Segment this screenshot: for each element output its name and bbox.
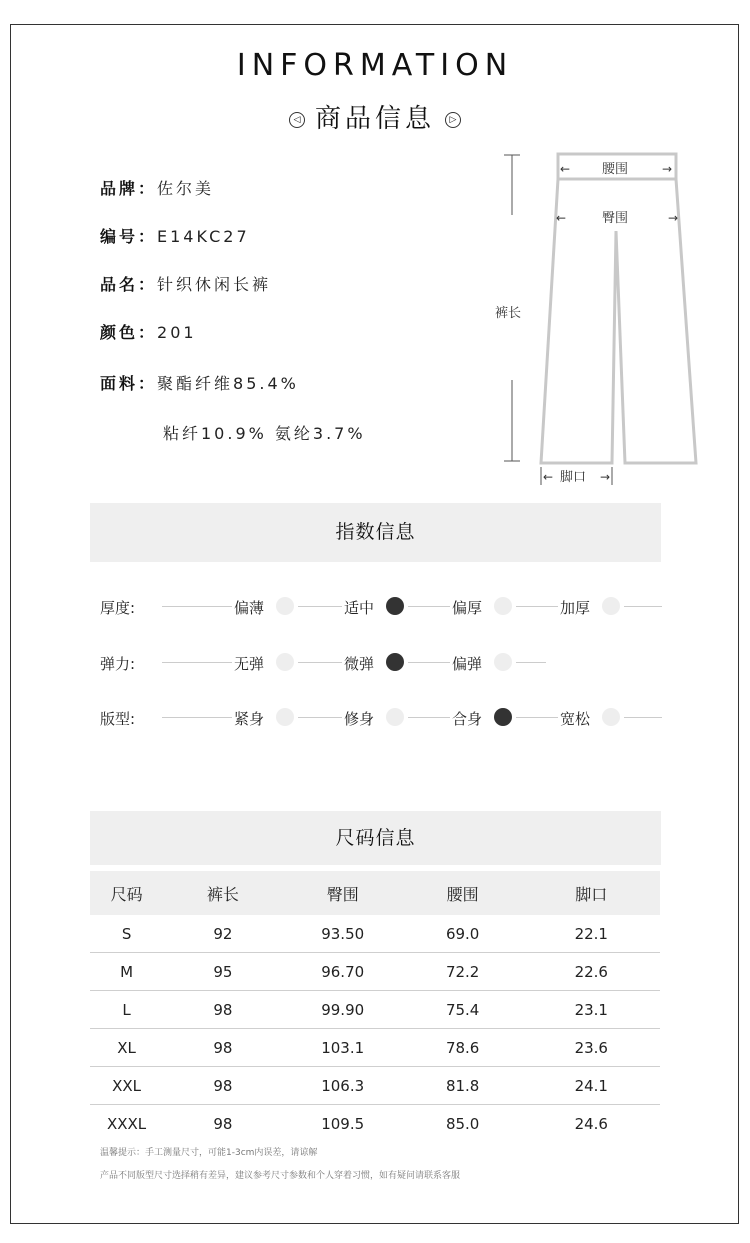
page-title: INFORMATION [236, 48, 514, 83]
scale-option [342, 706, 408, 730]
scale-option-label: 偏厚 [452, 599, 483, 617]
scale-option [558, 595, 624, 619]
scale-row [100, 651, 670, 675]
dot-icon [602, 708, 620, 726]
cell: 103.1 [283, 1029, 403, 1067]
scale-option-label: 微弹 [344, 655, 375, 673]
index-section-title: 指数信息 [90, 503, 661, 562]
cell: 23.6 [523, 1029, 660, 1067]
table-row [90, 915, 660, 953]
dot-icon [386, 708, 404, 726]
cell: 98 [213, 1114, 233, 1133]
pants-outline [541, 154, 696, 463]
table-row [90, 953, 660, 991]
scale-option [232, 706, 298, 730]
selected-dot-icon [386, 653, 404, 671]
table-row [90, 991, 660, 1029]
info-fabric-line2: 粘纤10.9% 氨纶3.7% [163, 424, 366, 443]
cell: XXXL [106, 1114, 147, 1133]
scale-row [100, 595, 670, 619]
scale-option-label: 偏弹 [452, 655, 483, 673]
info-color: 颜色：201 [100, 323, 197, 342]
hip-arrow-left: ← [556, 211, 567, 225]
cell: 24.6 [574, 1114, 608, 1133]
hip-arrow-right: → [668, 211, 679, 225]
info-fabric: 面料：聚酯纤维85.4% [100, 374, 299, 393]
size-table-header [90, 871, 660, 915]
cell: 75.4 [403, 991, 523, 1029]
arrow-right-icon: ▷ [445, 112, 461, 128]
info-name: 品名：针织休闲长裤 [100, 275, 272, 294]
hem-arrow-right: → [600, 470, 611, 484]
selected-dot-icon [386, 597, 404, 615]
col-size: 尺码 [90, 871, 163, 915]
scale-option-label: 适中 [344, 599, 375, 617]
info-brand: 品牌：佐尔美 [100, 179, 215, 198]
pants-diagram [480, 145, 720, 495]
page-subtitle [0, 98, 750, 135]
cell: 106.3 [283, 1067, 403, 1105]
size-table [90, 871, 660, 1142]
scale-label: 版型: [100, 710, 136, 728]
dot-icon [276, 597, 294, 615]
waist-arrow-left: ← [560, 162, 571, 176]
table-row [90, 1067, 660, 1105]
scale-option-label: 修身 [344, 710, 375, 728]
cell: 98 [163, 1067, 282, 1105]
table-row [90, 1029, 660, 1067]
cell: 72.2 [403, 953, 523, 991]
subtitle-text: 商品信息 [314, 104, 435, 134]
scale-option [558, 706, 624, 730]
cell: 99.90 [283, 991, 403, 1029]
scale-option [342, 651, 408, 675]
scale-label: 厚度: [100, 599, 136, 617]
dot-icon [494, 597, 512, 615]
waist-arrow-right: → [662, 162, 673, 176]
dot-icon [276, 653, 294, 671]
scale-option-label: 无弹 [234, 655, 265, 673]
table-row [90, 1105, 660, 1143]
cell: 96.70 [283, 953, 403, 991]
col-waist: 腰围 [403, 871, 523, 915]
scale-option-label: 加厚 [560, 599, 591, 617]
cell: 22.6 [523, 953, 660, 991]
cell: 22.1 [523, 915, 660, 953]
cell: 98 [163, 991, 282, 1029]
scale-option-label: 合身 [452, 710, 483, 728]
scale-option-label: 宽松 [560, 710, 591, 728]
cell: 98 [163, 1029, 282, 1067]
scale-option [450, 706, 516, 730]
cell: 24.1 [523, 1067, 660, 1105]
cell: 81.8 [403, 1067, 523, 1105]
col-length: 裤长 [163, 871, 282, 915]
scale-option [232, 651, 298, 675]
selected-dot-icon [494, 708, 512, 726]
cell: M [90, 953, 163, 991]
scale-label: 弹力: [100, 655, 136, 673]
hem-arrow-left: ← [543, 470, 554, 484]
cell: S [90, 915, 163, 953]
scale-option [450, 595, 516, 619]
cell: 93.50 [283, 915, 403, 953]
cell: XL [90, 1029, 163, 1067]
cell: 23.1 [523, 991, 660, 1029]
cell: 109.5 [321, 1114, 365, 1133]
dot-icon [276, 708, 294, 726]
note-line1: 温馨提示：手工测量尺寸，可能1-3cm内误差，请谅解 [100, 1148, 318, 1158]
arrow-left-icon: ◁ [289, 112, 305, 128]
scale-option-label: 紧身 [234, 710, 265, 728]
length-label: 裤长 [495, 306, 522, 321]
info-code: 编号：E14KC27 [100, 227, 250, 246]
size-section-title: 尺码信息 [90, 811, 661, 865]
cell: 85.0 [445, 1114, 480, 1133]
waist-label: 腰围 [602, 162, 629, 177]
scale-option-label: 偏薄 [234, 599, 265, 617]
hip-label: 臀围 [602, 211, 629, 226]
cell: 92 [163, 915, 282, 953]
cell: L [90, 991, 163, 1029]
scale-option [342, 595, 408, 619]
hem-label: 脚口 [560, 470, 587, 485]
dot-icon [494, 653, 512, 671]
col-hem: 脚口 [523, 871, 660, 915]
cell: 69.0 [403, 915, 523, 953]
note-line2: 产品不同版型尺寸选择稍有差异，建议参考尺寸参数和个人穿着习惯，如有疑问请联系客服 [100, 1171, 461, 1181]
scale-row [100, 706, 670, 730]
scale-option [232, 595, 298, 619]
cell: 95 [163, 953, 282, 991]
scale-option [450, 651, 516, 675]
cell: XXL [90, 1067, 163, 1105]
col-hip: 臀围 [283, 871, 403, 915]
dot-icon [602, 597, 620, 615]
cell: 78.6 [403, 1029, 523, 1067]
